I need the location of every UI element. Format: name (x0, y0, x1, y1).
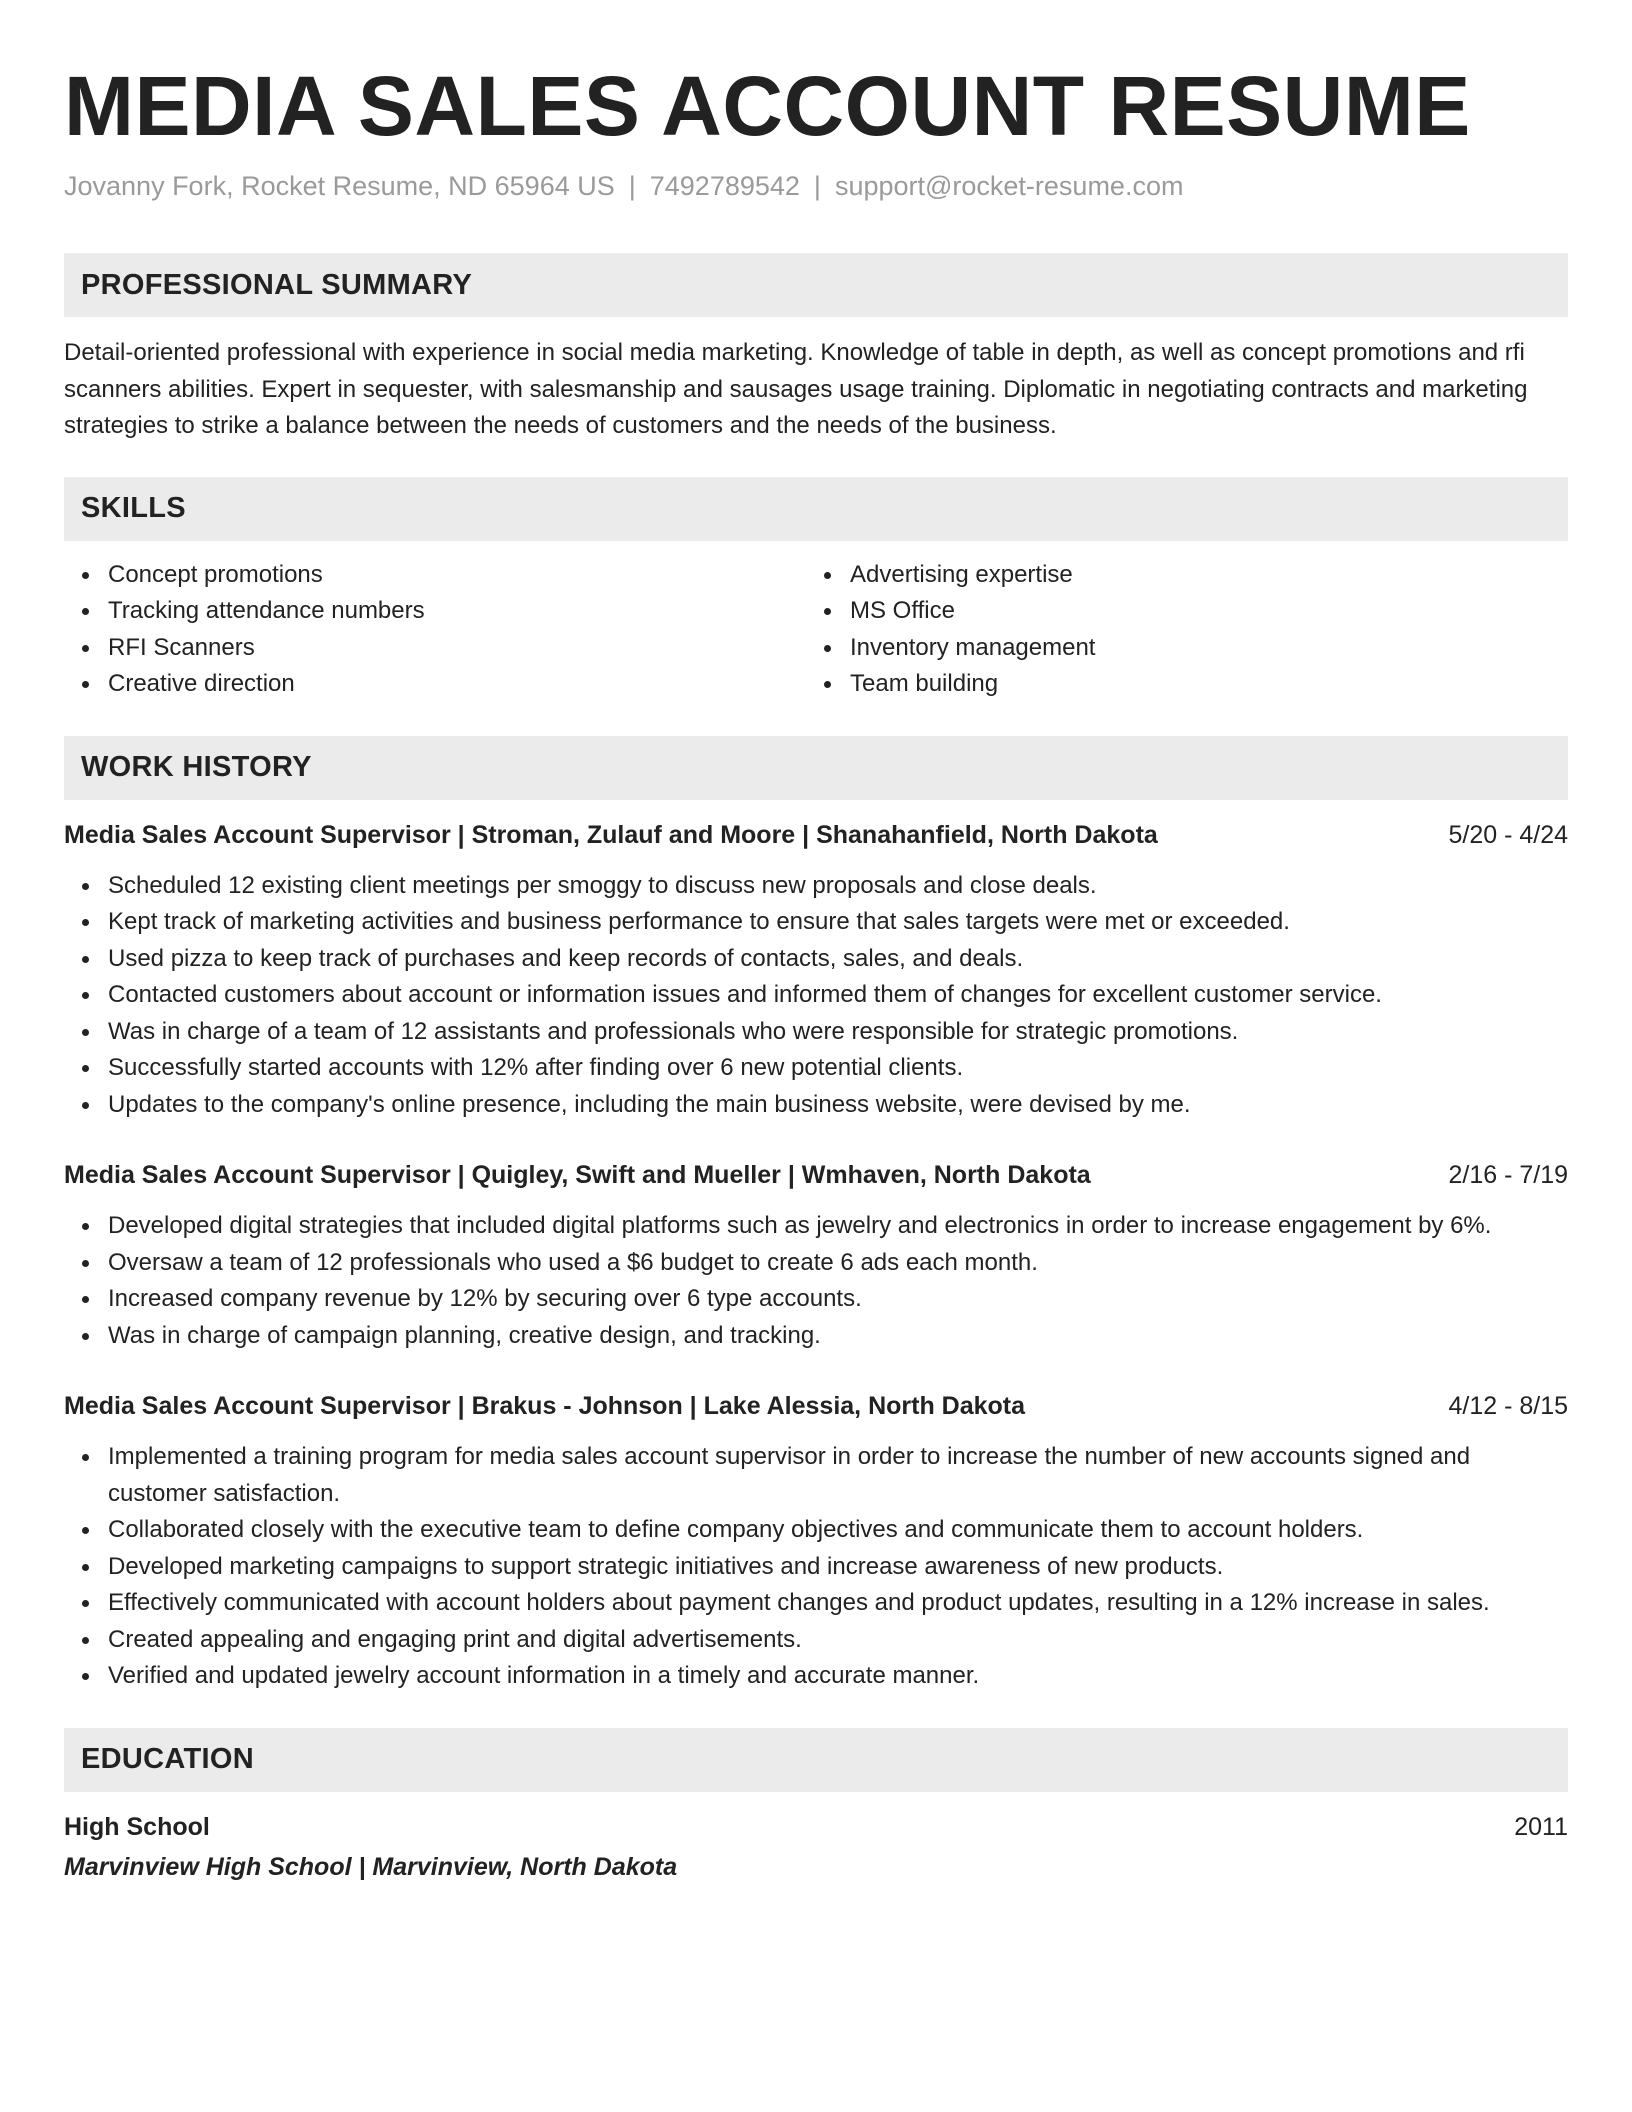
education-header (64, 1810, 1568, 1844)
section-header-skills: SKILLS (64, 477, 1568, 541)
job-bullet: Implemented a training program for media sales account supervisor in order to increase the number of new accounts signed and customer satisfaction. (64, 1439, 1568, 1512)
job-bullets (64, 868, 1568, 1124)
summary-text: Detail-oriented professional with experience in social media marketing. Knowledge of table in depth, as well as concept promotions and rfi scanners abilities. Expert in sequester, with salesmanship and sausages usage training. Diplomatic in negotiating contracts and marketing strategies to strike a balance between the needs of customers and the needs of the business. (64, 339, 1528, 439)
section-header-summary: PROFESSIONAL SUMMARY (64, 253, 1568, 317)
skill-item: Advertising expertise (806, 557, 1548, 594)
contact-email: support@rocket-resume.com (834, 171, 1184, 201)
contact-separator: | (628, 171, 636, 201)
job-bullets (64, 1208, 1568, 1354)
job-bullet: Was in charge of campaign planning, creative design, and tracking. (64, 1318, 1568, 1355)
job-title: Media Sales Account Supervisor | Quigley, Swift and Mueller | Wmhaven, North Dakota (64, 1161, 1091, 1189)
education-school: Marvinview High School | Marvinview, North Dakota (64, 1852, 678, 1881)
job-bullet: Created appealing and engaging print and digital advertisements. (64, 1622, 1568, 1659)
job-bullet: Updates to the company's online presence, including the main business website, were devised by me. (64, 1087, 1568, 1124)
skills-column-left (64, 557, 806, 703)
skills-grid (64, 557, 1568, 703)
contact-address: Jovanny Fork, Rocket Resume, ND 65964 US (64, 171, 615, 201)
job-bullet: Effectively communicated with account holders about payment changes and product updates, resulting in a 12% increase in sales. (64, 1585, 1568, 1622)
skill-item: Tracking attendance numbers (64, 593, 806, 630)
contact-separator: | (813, 171, 821, 201)
job-bullet: Verified and updated jewelry account information in a timely and accurate manner. (64, 1658, 1568, 1695)
education-year: 2011 (1514, 1812, 1568, 1841)
job-entry (64, 818, 1568, 1124)
contact-phone: 7492789542 (649, 171, 800, 201)
job-dates: 4/12 - 8/15 (1448, 1392, 1568, 1420)
education-degree: High School (64, 1812, 210, 1841)
job-entry (64, 1158, 1568, 1354)
resume-title: MEDIA SALES ACCOUNT RESUME (64, 59, 1471, 153)
skill-item: Team building (806, 666, 1548, 703)
job-dates: 2/16 - 7/19 (1448, 1161, 1568, 1189)
job-header (64, 1389, 1568, 1423)
skill-item: RFI Scanners (64, 630, 806, 667)
skills-column-right (806, 557, 1548, 703)
job-bullet: Was in charge of a team of 12 assistants and professionals who were responsible for strategic promotions. (64, 1014, 1568, 1051)
job-bullet: Oversaw a team of 12 professionals who used a $6 budget to create 6 ads each month. (64, 1245, 1568, 1282)
job-header (64, 818, 1568, 852)
section-header-education: EDUCATION (64, 1728, 1568, 1792)
job-bullet: Used pizza to keep track of purchases and keep records of contacts, sales, and deals. (64, 941, 1568, 978)
job-bullet: Collaborated closely with the executive team to define company objectives and communicate them to account holders. (64, 1512, 1568, 1549)
job-bullet: Kept track of marketing activities and business performance to ensure that sales targets were met or exceeded. (64, 904, 1568, 941)
job-header (64, 1158, 1568, 1192)
skill-item: MS Office (806, 593, 1548, 630)
job-bullet: Developed digital strategies that included digital platforms such as jewelry and electronics in order to increase engagement by 6%. (64, 1208, 1568, 1245)
skill-item: Creative direction (64, 666, 806, 703)
skill-item: Concept promotions (64, 557, 806, 594)
job-bullet: Successfully started accounts with 12% after finding over 6 new potential clients. (64, 1050, 1568, 1087)
education-entry (64, 1810, 1568, 1884)
job-bullet: Contacted customers about account or information issues and informed them of changes for excellent customer service. (64, 977, 1568, 1014)
job-title: Media Sales Account Supervisor | Brakus - Johnson | Lake Alessia, North Dakota (64, 1392, 1026, 1420)
job-title: Media Sales Account Supervisor | Stroman, Zulauf and Moore | Shanahanfield, North Dakota (64, 820, 1158, 849)
job-bullet: Scheduled 12 existing client meetings per smoggy to discuss new proposals and close deals. (64, 868, 1568, 905)
contact-line (64, 170, 1568, 202)
job-dates: 5/20 - 4/24 (1448, 820, 1568, 849)
job-bullets (64, 1439, 1568, 1695)
skill-item: Inventory management (806, 630, 1548, 667)
job-bullet: Developed marketing campaigns to support strategic initiatives and increase awareness of new products. (64, 1549, 1568, 1586)
job-entry (64, 1389, 1568, 1695)
job-bullet: Increased company revenue by 12% by securing over 6 type accounts. (64, 1281, 1568, 1318)
section-header-work-history: WORK HISTORY (64, 736, 1568, 800)
